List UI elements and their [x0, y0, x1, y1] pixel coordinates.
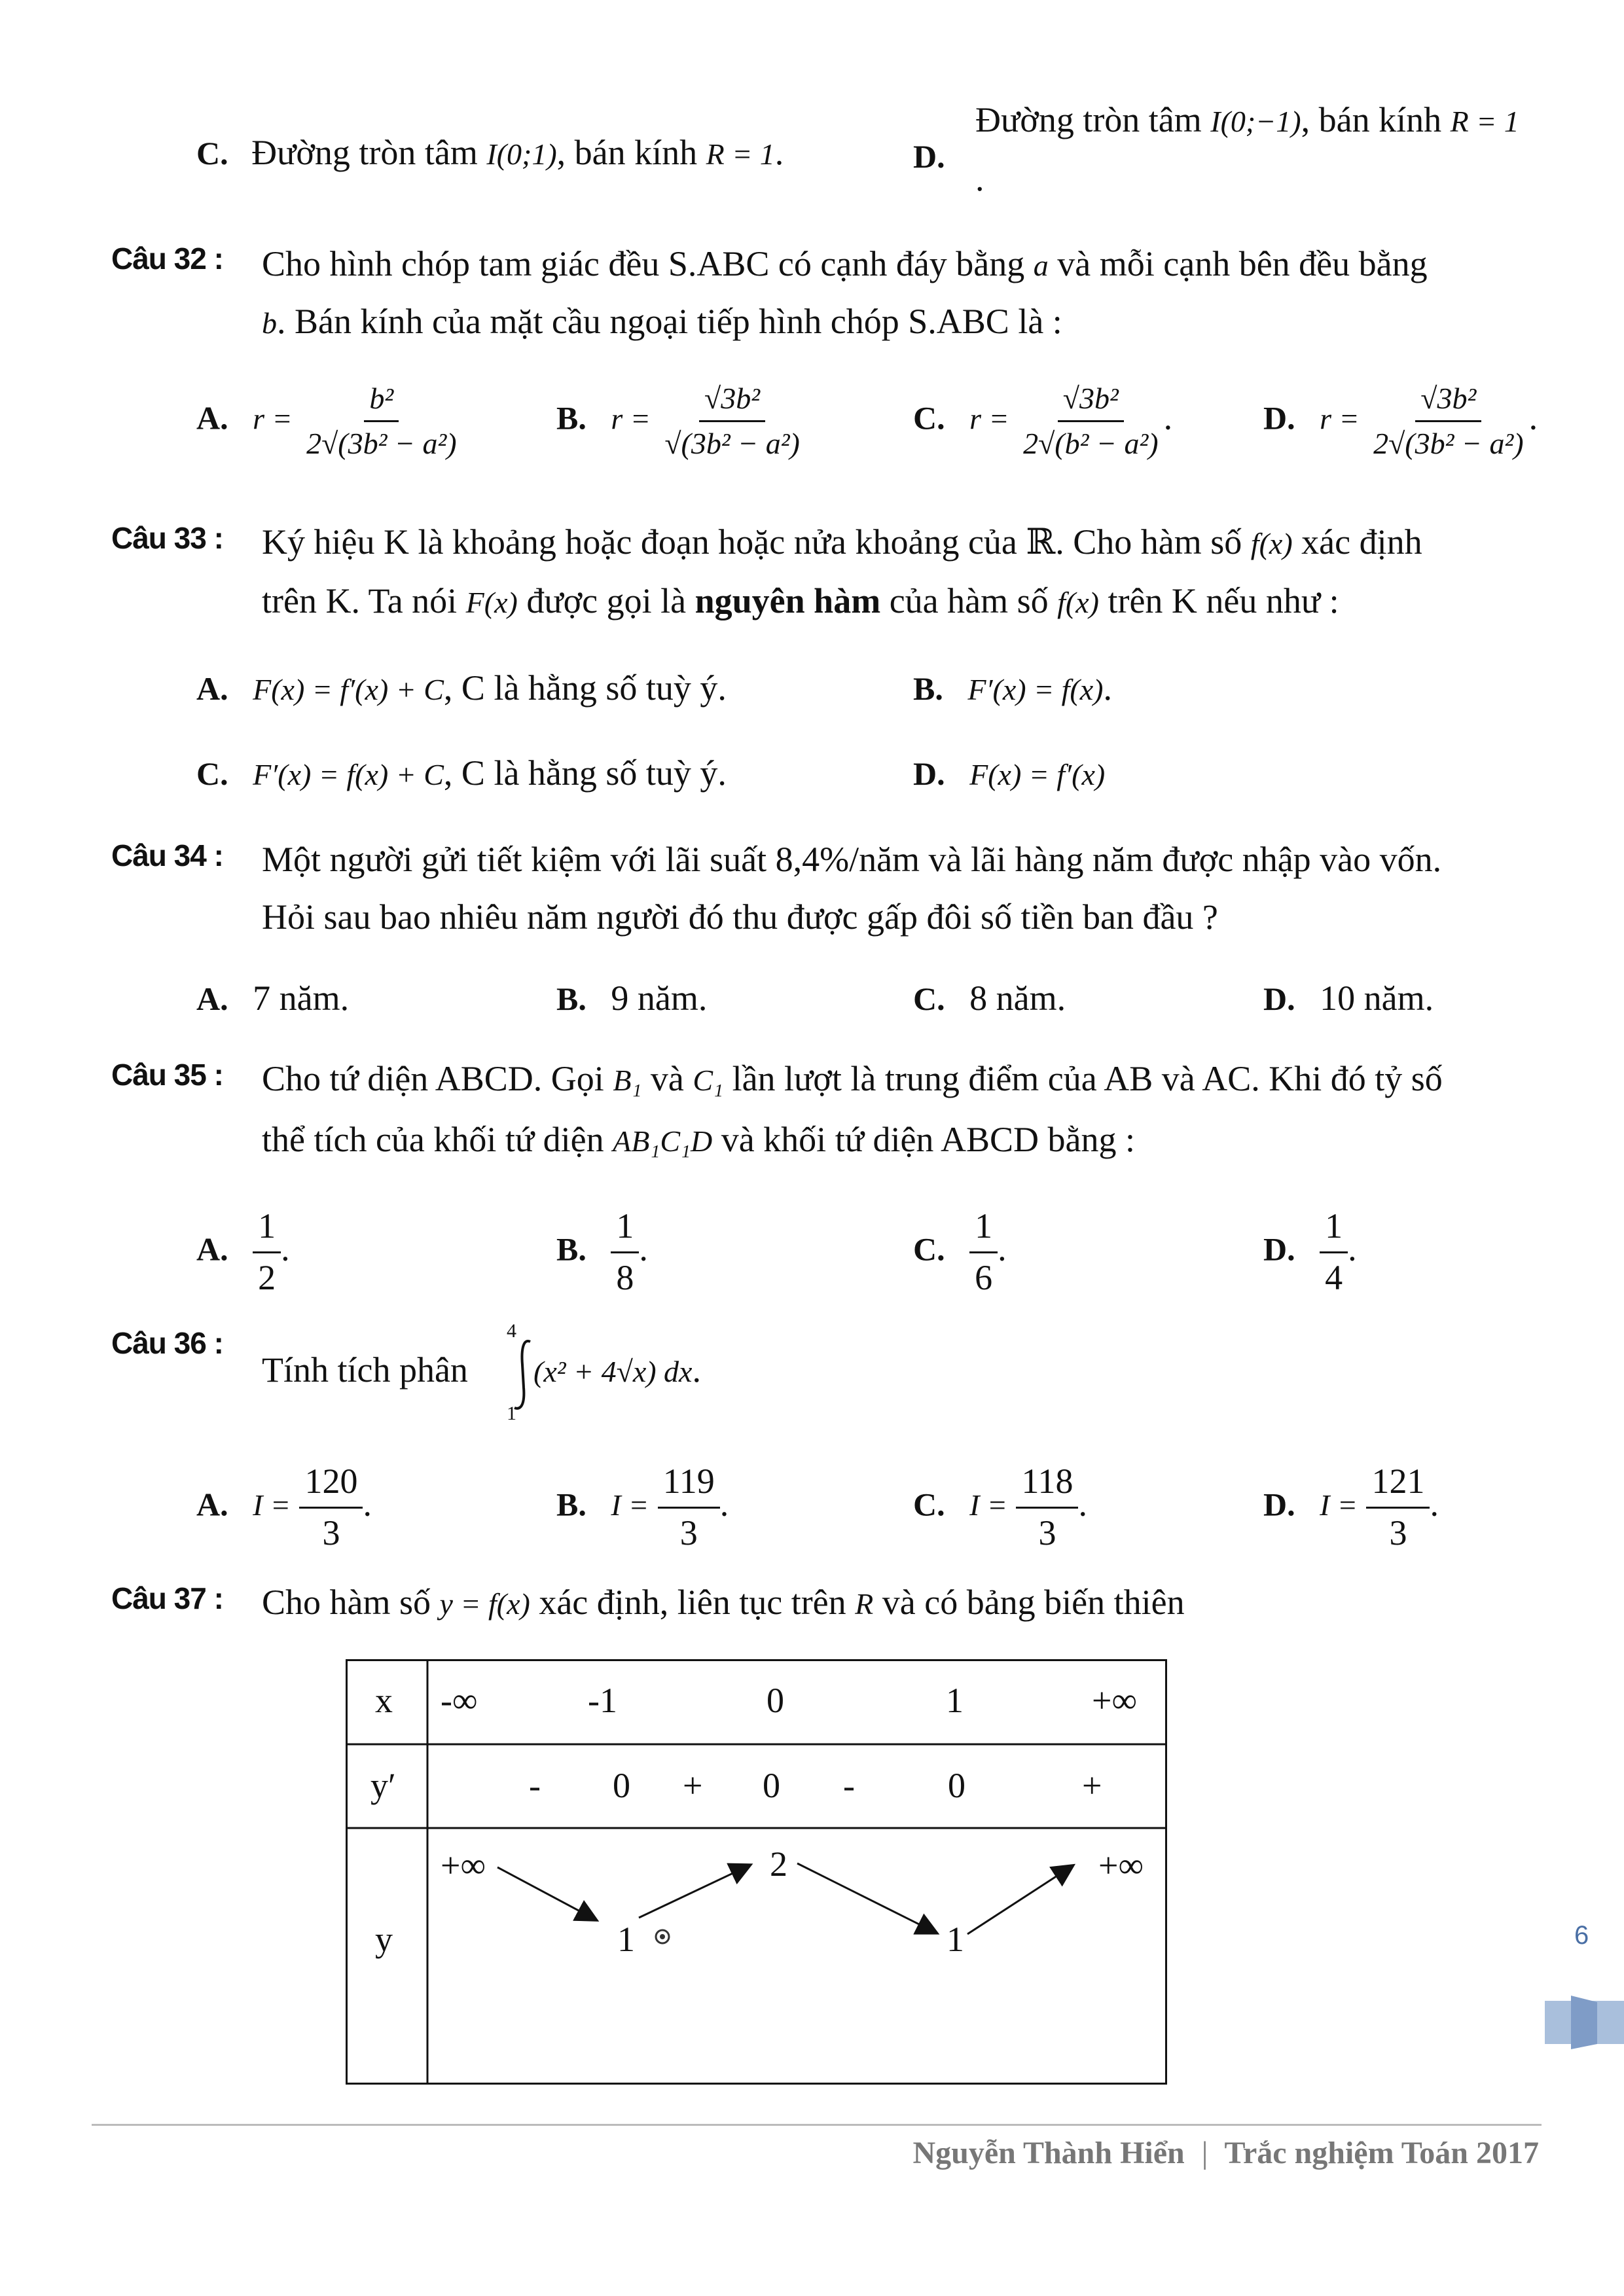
- option-label: C.: [913, 1230, 945, 1268]
- option-text: Đường tròn tâm: [975, 100, 1202, 139]
- footer-title: Trắc nghiệm Toán 2017: [1224, 2136, 1539, 2170]
- q35-option-c: [913, 1204, 1007, 1300]
- option-text: .: [719, 1484, 729, 1524]
- q36-option-c: [913, 1460, 1087, 1555]
- math-expr: F(x) = f′(x): [969, 758, 1106, 791]
- math-expr: R = 1: [1450, 105, 1519, 138]
- footer-divider: [92, 2124, 1542, 2126]
- stem-text: được gọi là: [526, 581, 687, 620]
- math-expr: F′(x) = f(x) + C: [253, 758, 444, 791]
- option-text: Đường tròn tâm: [251, 133, 478, 172]
- q34-stem-line1: Một người gửi tiết kiệm với lãi suất 8,4%/năm và lãi hàng năm được nhập vào vốn.: [262, 840, 1442, 879]
- q32-option-b: [556, 380, 805, 462]
- fraction-numerator: 1: [1320, 1204, 1348, 1253]
- arrow-increasing: [967, 1866, 1072, 1934]
- math-expr: F′(x) = f(x): [967, 673, 1104, 706]
- option-label: A.: [196, 1486, 228, 1523]
- stem-text: và: [650, 1059, 684, 1098]
- tab-icon: [1545, 1993, 1624, 2052]
- table-cell: -: [529, 1766, 541, 1805]
- fraction-denominator: 3: [1038, 1513, 1056, 1552]
- stem-text: Ký hiệu K là khoảng hoặc đoạn hoặc nửa khoảng của: [262, 522, 1017, 562]
- stem-text: .: [692, 1350, 701, 1390]
- question-label: Câu 32 :: [111, 242, 223, 276]
- q33-option-d: [913, 751, 1105, 796]
- fraction-denominator: 3: [679, 1513, 698, 1552]
- stem-text: xác định: [1301, 522, 1422, 562]
- arrow-decreasing: [797, 1863, 936, 1933]
- q33-option-b: [913, 666, 1112, 711]
- stem-text: Cho tứ diện ABCD. Gọi: [262, 1059, 604, 1098]
- q32-option-d: [1263, 380, 1538, 462]
- option-text: .: [1103, 668, 1112, 708]
- math-expr: I(0;−1): [1210, 105, 1301, 138]
- math-expr: I(0;1): [486, 137, 557, 171]
- table-cell: +∞: [441, 1846, 486, 1885]
- table-cell: +: [1082, 1766, 1102, 1805]
- math-expr: r =: [253, 402, 293, 436]
- q36-option-a: [196, 1460, 372, 1555]
- option-label: C.: [913, 399, 945, 437]
- table-cell: 0: [763, 1766, 780, 1805]
- fraction-denominator: 3: [322, 1513, 340, 1552]
- math-expr: AB₁C₁D: [613, 1124, 713, 1158]
- table-head-y-prime: y′: [370, 1766, 396, 1805]
- fraction-denominator: 2√(3b² − a²): [1373, 426, 1524, 460]
- question-label: Câu 37 :: [111, 1581, 223, 1615]
- fraction-numerator: 120: [299, 1460, 363, 1509]
- option-label: D.: [1263, 980, 1295, 1017]
- option-text: , C là hằng số tuỳ ý.: [443, 753, 727, 793]
- option-label: A.: [196, 1230, 228, 1268]
- fraction-numerator: 118: [1016, 1460, 1078, 1509]
- option-text: .: [1430, 1484, 1439, 1524]
- q32-option-c: [913, 380, 1172, 462]
- table-cell: 0: [948, 1766, 965, 1805]
- math-expr: F(x) = f′(x) + C: [253, 673, 444, 706]
- fraction-denominator: 6: [975, 1257, 993, 1297]
- option-text: .: [998, 1229, 1007, 1268]
- option-label: B.: [913, 670, 943, 707]
- table-cell: 1: [946, 1681, 964, 1720]
- q33-stem-line1: [262, 520, 1422, 565]
- q31-option-d-end: .: [975, 159, 984, 198]
- stem-text: . Bán kính của mặt cầu ngoại tiếp hình chóp S.ABC là :: [277, 302, 1062, 341]
- fraction-numerator: 1: [253, 1204, 281, 1253]
- q34-option-a: [196, 977, 349, 1021]
- q34-stem-line2: Hỏi sau bao nhiêu năm người đó thu được gấp đôi số tiền ban đầu ?: [262, 897, 1218, 937]
- math-expr: ℝ: [1026, 522, 1056, 562]
- table-cell: +: [683, 1766, 703, 1805]
- fraction-numerator: √3b²: [1058, 380, 1124, 422]
- option-label: A.: [196, 670, 228, 707]
- fraction-denominator: 4: [1325, 1257, 1343, 1297]
- option-text: , bán kính: [1301, 100, 1442, 139]
- option-label: B.: [556, 1230, 586, 1268]
- option-text: 8 năm.: [969, 978, 1066, 1018]
- option-text: .: [639, 1229, 648, 1268]
- fraction-denominator: 2: [258, 1257, 276, 1297]
- table-cell: +∞: [1092, 1681, 1137, 1720]
- stem-text: Tính tích phân: [262, 1350, 468, 1390]
- stem-text: . Cho hàm số: [1055, 522, 1242, 562]
- q35-option-b: [556, 1204, 648, 1300]
- q33-option-c: [196, 751, 727, 796]
- stem-text: của hàm số: [889, 581, 1049, 620]
- math-expr: I =: [611, 1488, 649, 1522]
- option-label: B.: [556, 1486, 586, 1523]
- fraction-numerator: 1: [969, 1204, 998, 1253]
- q31-option-c: [196, 131, 784, 175]
- variation-table: [346, 1659, 1167, 2085]
- footer-author: Nguyễn Thành Hiển: [912, 2136, 1185, 2170]
- q33-stem-line2: [262, 579, 1339, 624]
- table-cell: +∞: [1098, 1846, 1144, 1885]
- stem-text: và khối tứ diện ABCD bằng :: [721, 1120, 1135, 1159]
- math-expr: f(x): [1057, 586, 1099, 619]
- math-expr: C₁: [693, 1064, 724, 1097]
- option-label: D.: [1263, 399, 1295, 437]
- option-text: .: [1078, 1484, 1087, 1524]
- option-text: .: [363, 1484, 372, 1524]
- q35-option-a: [196, 1204, 290, 1300]
- integral-upper-limit: 4: [507, 1320, 516, 1342]
- option-label: D.: [913, 138, 945, 175]
- q31-option-d-label: [913, 134, 945, 179]
- option-label: A.: [196, 980, 228, 1017]
- option-text: 10 năm.: [1320, 978, 1434, 1018]
- table-cell: 1: [617, 1920, 635, 1959]
- option-text: .: [1348, 1229, 1357, 1268]
- option-label: C.: [913, 1486, 945, 1523]
- option-label: D.: [1263, 1230, 1295, 1268]
- option-label: B.: [556, 980, 586, 1017]
- q34-option-d: [1263, 977, 1434, 1021]
- stem-text: trên K nếu như :: [1108, 581, 1339, 620]
- math-expr: I =: [253, 1488, 291, 1522]
- question-label: Câu 34 :: [111, 838, 223, 872]
- math-expr: a: [1033, 249, 1049, 282]
- stem-text: trên K. Ta nói: [262, 581, 458, 620]
- table-head-y: y: [375, 1920, 393, 1959]
- fraction-denominator: 2√(3b² − a²): [306, 426, 457, 460]
- q33-option-a: [196, 666, 727, 711]
- bold-term: nguyên hàm: [695, 581, 881, 620]
- fraction-denominator: 3: [1389, 1513, 1407, 1552]
- question-label: Câu 33 :: [111, 521, 223, 555]
- table-head-x: x: [375, 1681, 393, 1720]
- math-expr: r =: [1320, 402, 1360, 436]
- math-expr: I =: [1320, 1488, 1358, 1522]
- stem-text: và mỗi cạnh bên đều bằng: [1057, 244, 1428, 283]
- option-text: .: [1163, 397, 1173, 437]
- option-label: C.: [196, 755, 228, 792]
- stem-text: Cho hàm số: [262, 1583, 431, 1622]
- q32-option-a: [196, 380, 462, 462]
- q36-option-b: [556, 1460, 729, 1555]
- arrow-increasing: [639, 1865, 749, 1918]
- fraction-numerator: √3b²: [1415, 380, 1481, 422]
- math-expr: b: [262, 306, 277, 340]
- question-label: Câu 36 :: [111, 1326, 223, 1360]
- page-tab-decoration: [1545, 1993, 1624, 2052]
- math-expr: (x² + 4√x) dx: [533, 1355, 693, 1388]
- stem-text: lần lượt là trung điểm của AB và AC. Khi đó tỷ số: [732, 1059, 1443, 1098]
- stem-text: Cho hình chóp tam giác đều S.ABC có cạnh đáy bằng: [262, 244, 1025, 283]
- q35-stem-line2: [262, 1118, 1135, 1162]
- page-number: 6: [1574, 1921, 1589, 1950]
- table-cell: 0: [767, 1681, 784, 1720]
- q34-option-c: [913, 977, 1066, 1021]
- stem-text: thể tích của khối tứ diện: [262, 1120, 604, 1159]
- math-expr: I =: [969, 1488, 1007, 1522]
- table-cell: -∞: [441, 1681, 478, 1720]
- math-expr: F(x): [465, 586, 518, 619]
- fraction-numerator: √3b²: [699, 380, 765, 422]
- footer: [912, 2135, 1539, 2171]
- math-expr: B₁: [613, 1064, 642, 1097]
- q37-stem: [262, 1581, 1185, 1625]
- option-label: C.: [913, 980, 945, 1017]
- math-expr: r =: [611, 402, 651, 436]
- q36-option-d: [1263, 1460, 1439, 1555]
- q35-stem-line1: [262, 1057, 1443, 1102]
- option-text: .: [774, 133, 784, 172]
- fraction-numerator: 121: [1366, 1460, 1430, 1509]
- decor-dot-icon: [660, 1934, 665, 1939]
- arrow-decreasing: [497, 1867, 596, 1920]
- q34-option-b: [556, 977, 707, 1021]
- fraction-denominator: 8: [616, 1257, 634, 1297]
- footer-separator: |: [1201, 2136, 1208, 2170]
- table-cell: -1: [588, 1681, 617, 1720]
- fraction-denominator: 2√(b² − a²): [1023, 426, 1159, 460]
- q32-stem-line2: [262, 300, 1062, 344]
- option-label: C.: [196, 135, 228, 171]
- integral-lower-limit: 1: [507, 1403, 516, 1424]
- option-label: B.: [556, 399, 586, 437]
- option-text: .: [1528, 397, 1538, 437]
- q36-stem: [262, 1348, 468, 1393]
- option-text: , C là hằng số tuỳ ý.: [443, 668, 727, 708]
- option-label: A.: [196, 399, 228, 437]
- fraction-numerator: 1: [611, 1204, 639, 1253]
- math-expr: R = 1: [706, 137, 775, 171]
- fraction-numerator: b²: [364, 380, 399, 422]
- table-cell: 0: [613, 1766, 630, 1805]
- q31-option-d: [975, 98, 1519, 143]
- q36-integrand: [533, 1348, 701, 1393]
- stem-text: và có bảng biến thiên: [882, 1583, 1185, 1622]
- math-expr: R: [855, 1587, 874, 1621]
- option-label: D.: [913, 755, 945, 792]
- fraction-numerator: 119: [658, 1460, 720, 1509]
- option-label: D.: [1263, 1486, 1295, 1523]
- question-label: Câu 35 :: [111, 1058, 223, 1092]
- q35-option-d: [1263, 1204, 1357, 1300]
- option-text: 7 năm.: [253, 978, 350, 1018]
- math-expr: f(x): [1250, 527, 1293, 560]
- option-text: .: [281, 1229, 290, 1268]
- stem-text: xác định, liên tục trên: [539, 1583, 846, 1622]
- option-text: , bán kính: [556, 133, 698, 172]
- fraction-denominator: √(3b² − a²): [664, 426, 800, 460]
- math-expr: y = f(x): [439, 1587, 530, 1621]
- table-cell: 2: [770, 1844, 787, 1884]
- q32-stem-line1: [262, 242, 1428, 287]
- table-cell: 1: [947, 1920, 964, 1959]
- math-expr: r =: [969, 402, 1009, 436]
- option-text: 9 năm.: [611, 978, 708, 1018]
- table-cell: -: [843, 1766, 855, 1805]
